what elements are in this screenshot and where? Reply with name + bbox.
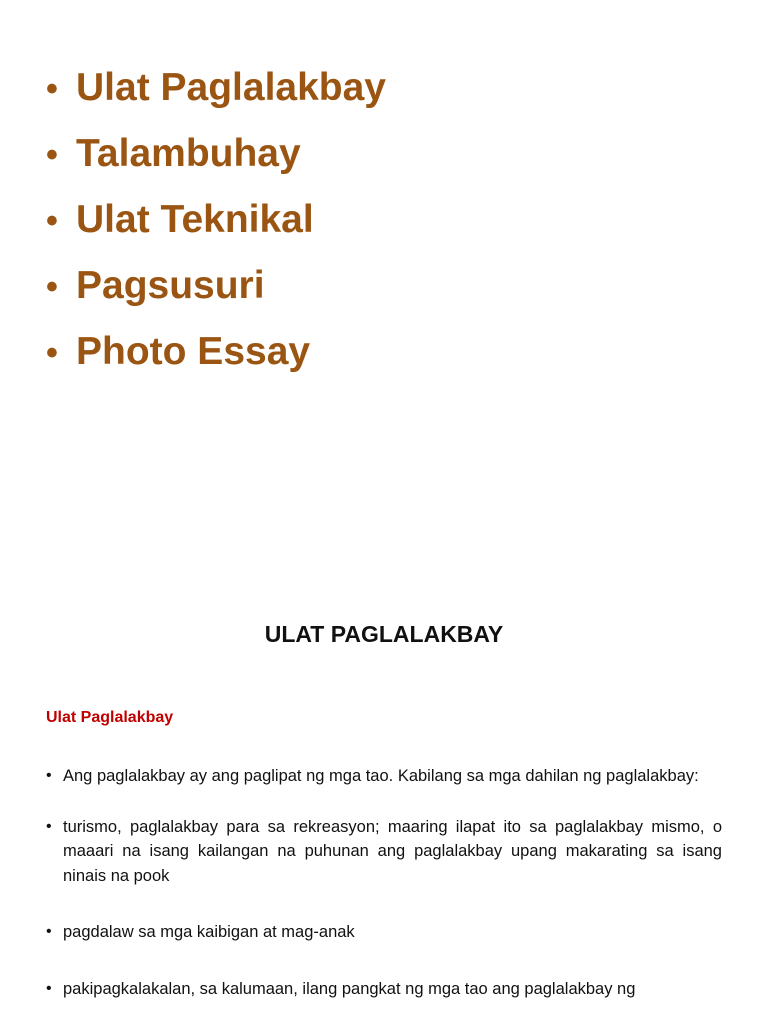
- bullet-icon: •: [46, 136, 58, 174]
- topic-item: [46, 194, 386, 260]
- topic-label: Pagsusuri: [76, 264, 265, 307]
- body-text: pakipagkalakalan, sa kalumaan, ilang pangkat ng mga tao ang paglalakbay ng: [63, 979, 636, 998]
- section-title: ULAT PAGLALAKBAY: [264, 621, 504, 647]
- bullet-icon: •: [46, 70, 58, 108]
- topic-label: Ulat Paglalakbay: [76, 66, 386, 109]
- bullet-icon: •: [46, 334, 58, 372]
- body-text: Ang paglalakbay ay ang paglipat ng mga tao. Kabilang sa mga dahilan ng paglalakbay:: [63, 767, 699, 785]
- bullet-icon: •: [46, 767, 52, 784]
- body-text: pagdalaw sa mga kaibigan at mag-anak: [63, 923, 355, 941]
- topic-label: Photo Essay: [76, 330, 311, 373]
- body-list: [46, 764, 722, 1033]
- bullet-icon: •: [46, 202, 58, 240]
- bullet-icon: •: [46, 268, 58, 306]
- topic-item: [46, 62, 386, 128]
- body-item: [46, 764, 722, 789]
- body-item: [46, 977, 722, 1002]
- topic-list: [46, 62, 386, 392]
- topic-label: Ulat Teknikal: [76, 198, 314, 241]
- subheading: Ulat Paglalakbay: [46, 709, 174, 726]
- topic-item: [46, 260, 386, 326]
- topic-item: [46, 128, 386, 194]
- body-item: [46, 920, 722, 945]
- topic-item: [46, 326, 386, 392]
- bullet-icon: •: [46, 817, 52, 835]
- body-text: turismo, paglalakbay para sa rekreasyon; maaring ilapat ito sa paglalakbay mismo, o maaari na isang kailangan na puhunan ang paglalakbay upang makarating sa isang ninais na pook: [63, 817, 722, 885]
- bullet-icon: •: [46, 979, 52, 997]
- topic-label: Talambuhay: [76, 132, 301, 175]
- body-item: [46, 815, 722, 889]
- bullet-icon: •: [46, 923, 52, 940]
